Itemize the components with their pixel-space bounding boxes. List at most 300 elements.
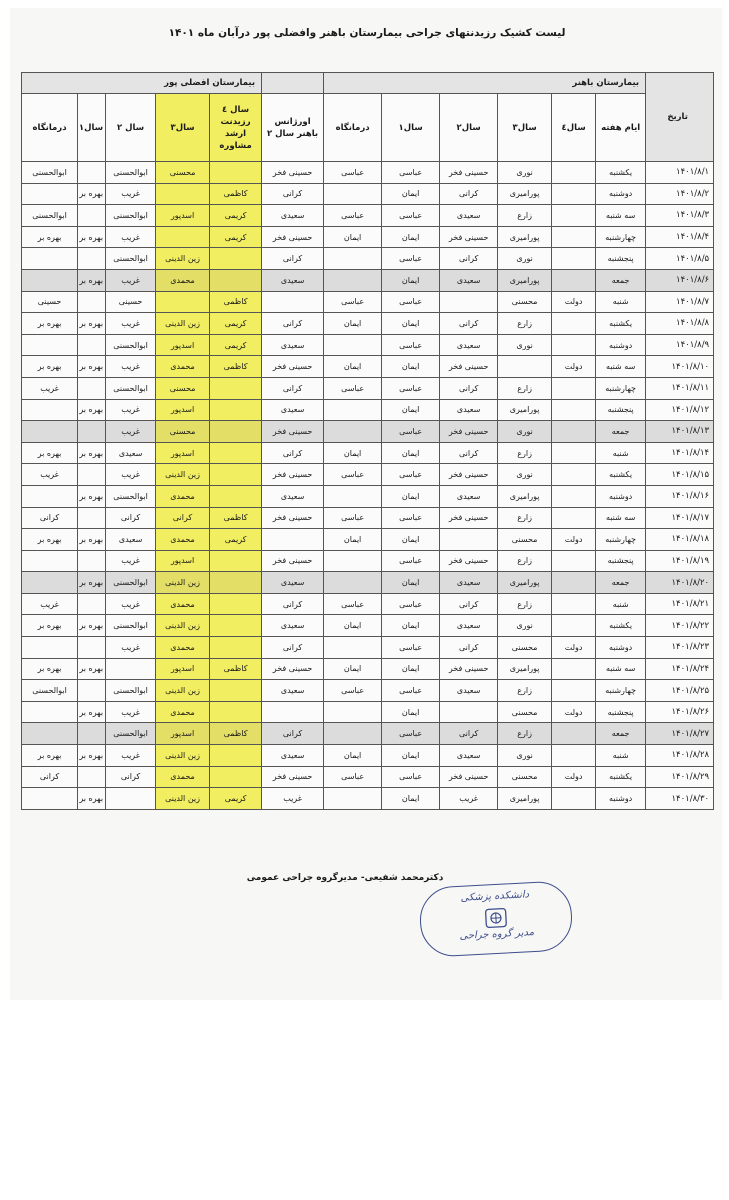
- a-clinic-cell: [22, 399, 78, 421]
- emergency-cell: کرانی: [262, 723, 324, 745]
- weekday-cell: چهارشنبه: [596, 680, 646, 702]
- a-year3-cell: محسنی: [156, 377, 210, 399]
- a-year1-cell: [78, 550, 106, 572]
- b-clinic-cell: عباسی: [324, 291, 382, 313]
- b-year4-cell: [552, 550, 596, 572]
- b-year1-cell: عباسی: [382, 723, 440, 745]
- a-year3-cell: محمدی: [156, 701, 210, 723]
- b-year2-cell: کرانی: [440, 377, 498, 399]
- weekday-cell: جمعه: [596, 572, 646, 594]
- group-bahonar: بیمارستان باهنر: [324, 73, 646, 94]
- a-year2-cell: ابوالحسنی: [106, 205, 156, 227]
- table-row: [22, 593, 714, 615]
- b-year3-cell: زارع: [498, 550, 552, 572]
- b-year4-cell: دولت: [552, 766, 596, 788]
- a-year1-cell: [78, 205, 106, 227]
- date-cell: ۱۴۰۱/۸/۶: [646, 269, 714, 291]
- b-clinic-cell: ایمان: [324, 442, 382, 464]
- b-clinic-cell: ایمان: [324, 226, 382, 248]
- date-cell: ۱۴۰۱/۸/۸: [646, 313, 714, 335]
- b-year2-cell: کرانی: [440, 313, 498, 335]
- a-year2-cell: [106, 658, 156, 680]
- b-year1-cell: عباسی: [382, 680, 440, 702]
- a-year1-cell: بهره بر: [78, 658, 106, 680]
- a-year2-cell: ابوالحسنی: [106, 615, 156, 637]
- col-emergency: اورژانس باهنر سال ٢: [262, 94, 324, 162]
- b-year2-cell: حسینی فخر: [440, 507, 498, 529]
- emergency-cell: سعیدی: [262, 205, 324, 227]
- a-year3-cell: محمدی: [156, 485, 210, 507]
- b-year4-cell: [552, 615, 596, 637]
- table-row: [22, 162, 714, 184]
- b-year3-cell: زارع: [498, 507, 552, 529]
- table-row: [22, 723, 714, 745]
- a-clinic-cell: بهره بر: [22, 745, 78, 767]
- b-year3-cell: زارع: [498, 205, 552, 227]
- a-year4-cell: [210, 637, 262, 659]
- date-cell: ۱۴۰۱/۸/۱۹: [646, 550, 714, 572]
- a-clinic-cell: بهره بر: [22, 658, 78, 680]
- table-row: [22, 637, 714, 659]
- table-row: [22, 377, 714, 399]
- emergency-cell: سعیدی: [262, 485, 324, 507]
- a-year4-cell: کاظمی: [210, 658, 262, 680]
- b-clinic-cell: ایمان: [324, 313, 382, 335]
- a-year2-cell: ابوالحسنی: [106, 334, 156, 356]
- a-year1-cell: بهره بر: [78, 529, 106, 551]
- b-clinic-cell: [324, 421, 382, 443]
- weekday-cell: سه شنبه: [596, 356, 646, 378]
- b-year1-cell: عباسی: [382, 464, 440, 486]
- a-year2-cell: ابوالحسنی: [106, 377, 156, 399]
- a-year4-cell: [210, 162, 262, 184]
- a-year2-cell: غریب: [106, 313, 156, 335]
- a-year4-cell: [210, 485, 262, 507]
- a-year4-cell: [210, 550, 262, 572]
- table-row: [22, 334, 714, 356]
- b-year2-cell: حسینی فخر: [440, 658, 498, 680]
- a-year4-cell: کریمی: [210, 788, 262, 810]
- stamp-bottom-text: مدیر گروه جراحی: [459, 927, 535, 942]
- date-cell: ۱۴۰۱/۸/۹: [646, 334, 714, 356]
- a-year4-cell: [210, 377, 262, 399]
- a-clinic-cell: کرانی: [22, 507, 78, 529]
- b-year2-cell: سعیدی: [440, 745, 498, 767]
- b-clinic-cell: [324, 723, 382, 745]
- b-year3-cell: پورامیری: [498, 269, 552, 291]
- b-year3-cell: پورامیری: [498, 183, 552, 205]
- weekday-cell: سه شنبه: [596, 205, 646, 227]
- a-year2-cell: غریب: [106, 550, 156, 572]
- col-date: تاریخ: [646, 73, 714, 162]
- a-clinic-cell: [22, 183, 78, 205]
- b-year2-cell: [440, 529, 498, 551]
- a-clinic-cell: ابوالحسنی: [22, 205, 78, 227]
- a-year4-cell: کاظمی: [210, 183, 262, 205]
- emergency-cell: کرانی: [262, 593, 324, 615]
- b-clinic-cell: ایمان: [324, 615, 382, 637]
- a-year3-cell: محمدی: [156, 637, 210, 659]
- weekday-cell: چهارشنبه: [596, 377, 646, 399]
- table-row: [22, 658, 714, 680]
- col-weekday: ایام هفته: [596, 94, 646, 162]
- b-year3-cell: پورامیری: [498, 399, 552, 421]
- b-year4-cell: دولت: [552, 529, 596, 551]
- b-year1-cell: ایمان: [382, 226, 440, 248]
- a-year3-cell: [156, 226, 210, 248]
- date-cell: ۱۴۰۱/۸/۱۷: [646, 507, 714, 529]
- a-year2-cell: ابوالحسنی: [106, 162, 156, 184]
- table-row: [22, 356, 714, 378]
- a-year3-cell: زین الدینی: [156, 248, 210, 270]
- a-year2-cell: غریب: [106, 226, 156, 248]
- b-clinic-cell: [324, 485, 382, 507]
- a-year2-cell: ابوالحسنی: [106, 485, 156, 507]
- a-year2-cell: غریب: [106, 421, 156, 443]
- weekday-cell: یکشنبه: [596, 766, 646, 788]
- a-year4-cell: کاظمی: [210, 507, 262, 529]
- a-year4-cell: کاظمی: [210, 723, 262, 745]
- a-year1-cell: بهره بر: [78, 356, 106, 378]
- emergency-cell: کرانی: [262, 313, 324, 335]
- b-year2-cell: سعیدی: [440, 205, 498, 227]
- group-afzalipour: بیمارستان افضلی پور: [22, 73, 262, 94]
- b-year1-cell: عباسی: [382, 248, 440, 270]
- a-year3-cell: محسنی: [156, 421, 210, 443]
- emergency-cell: کرانی: [262, 442, 324, 464]
- date-cell: ۱۴۰۱/۸/۱۱: [646, 377, 714, 399]
- emergency-cell: حسینی فخر: [262, 658, 324, 680]
- b-year1-cell: عباسی: [382, 205, 440, 227]
- a-clinic-cell: [22, 269, 78, 291]
- a-clinic-cell: [22, 701, 78, 723]
- a-year4-cell: [210, 593, 262, 615]
- a-year2-cell: غریب: [106, 399, 156, 421]
- b-year1-cell: عباسی: [382, 421, 440, 443]
- emergency-cell: حسینی فخر: [262, 162, 324, 184]
- b-year2-cell: حسینی فخر: [440, 421, 498, 443]
- b-year3-cell: نوری: [498, 334, 552, 356]
- date-cell: ۱۴۰۱/۸/۱۰: [646, 356, 714, 378]
- a-year4-cell: [210, 464, 262, 486]
- b-year3-cell: نوری: [498, 745, 552, 767]
- weekday-cell: دوشنبه: [596, 485, 646, 507]
- b-year3-cell: زارع: [498, 593, 552, 615]
- b-year3-cell: زارع: [498, 680, 552, 702]
- b-clinic-cell: عباسی: [324, 507, 382, 529]
- date-cell: ۱۴۰۱/۸/۲۰: [646, 572, 714, 594]
- a-year3-cell: اسدپور: [156, 334, 210, 356]
- a-year2-cell: [106, 788, 156, 810]
- weekday-cell: پنجشنبه: [596, 399, 646, 421]
- b-year2-cell: سعیدی: [440, 334, 498, 356]
- date-cell: ۱۴۰۱/۸/۱۲: [646, 399, 714, 421]
- b-year3-cell: پورامیری: [498, 658, 552, 680]
- a-year4-cell: کریمی: [210, 226, 262, 248]
- a-year1-cell: بهره بر: [78, 226, 106, 248]
- b-year3-cell: نوری: [498, 162, 552, 184]
- a-year3-cell: کرانی: [156, 507, 210, 529]
- table-row: [22, 529, 714, 551]
- b-year3-cell: پورامیری: [498, 485, 552, 507]
- a-year3-cell: محمدی: [156, 356, 210, 378]
- b-year4-cell: [552, 377, 596, 399]
- a-year1-cell: بهره بر: [78, 442, 106, 464]
- a-clinic-cell: [22, 334, 78, 356]
- weekday-cell: یکشنبه: [596, 464, 646, 486]
- b-clinic-cell: عباسی: [324, 766, 382, 788]
- col-b-year1: سال١: [382, 94, 440, 162]
- a-year3-cell: محمدی: [156, 529, 210, 551]
- b-year4-cell: [552, 507, 596, 529]
- b-year2-cell: کرانی: [440, 593, 498, 615]
- table-row: [22, 507, 714, 529]
- b-year2-cell: کرانی: [440, 248, 498, 270]
- a-year1-cell: بهره بر: [78, 788, 106, 810]
- b-year3-cell: زارع: [498, 442, 552, 464]
- weekday-cell: شنبه: [596, 593, 646, 615]
- a-year4-cell: کاظمی: [210, 291, 262, 313]
- b-clinic-cell: عباسی: [324, 377, 382, 399]
- date-cell: ۱۴۰۱/۸/۴: [646, 226, 714, 248]
- b-year1-cell: ایمان: [382, 701, 440, 723]
- weekday-cell: پنجشنبه: [596, 248, 646, 270]
- a-year3-cell: محمدی: [156, 593, 210, 615]
- b-year3-cell: زارع: [498, 377, 552, 399]
- a-year3-cell: [156, 183, 210, 205]
- a-year2-cell: غریب: [106, 356, 156, 378]
- a-year2-cell: ابوالحسنی: [106, 248, 156, 270]
- b-year1-cell: ایمان: [382, 356, 440, 378]
- b-year4-cell: [552, 226, 596, 248]
- a-clinic-cell: غریب: [22, 464, 78, 486]
- weekday-cell: یکشنبه: [596, 313, 646, 335]
- a-clinic-cell: حسینی: [22, 291, 78, 313]
- weekday-cell: جمعه: [596, 421, 646, 443]
- date-cell: ۱۴۰۱/۸/۲۱: [646, 593, 714, 615]
- weekday-cell: چهارشنبه: [596, 529, 646, 551]
- b-year4-cell: [552, 421, 596, 443]
- b-year4-cell: [552, 399, 596, 421]
- a-year2-cell: سعیدی: [106, 442, 156, 464]
- b-year3-cell: پورامیری: [498, 572, 552, 594]
- emergency-cell: کرانی: [262, 637, 324, 659]
- b-year2-cell: [440, 701, 498, 723]
- b-year1-cell: ایمان: [382, 788, 440, 810]
- table-row: [22, 291, 714, 313]
- a-year2-cell: کرانی: [106, 507, 156, 529]
- table-row: [22, 550, 714, 572]
- a-clinic-cell: بهره بر: [22, 356, 78, 378]
- weekday-cell: یکشنبه: [596, 162, 646, 184]
- date-cell: ۱۴۰۱/۸/۷: [646, 291, 714, 313]
- b-year2-cell: [440, 291, 498, 313]
- b-clinic-cell: [324, 269, 382, 291]
- a-clinic-cell: [22, 550, 78, 572]
- table-row: [22, 269, 714, 291]
- b-year4-cell: [552, 442, 596, 464]
- a-year1-cell: بهره بر: [78, 745, 106, 767]
- b-year3-cell: زارع: [498, 313, 552, 335]
- table-row: [22, 442, 714, 464]
- date-cell: ۱۴۰۱/۸/۱۶: [646, 485, 714, 507]
- a-year4-cell: کریمی: [210, 529, 262, 551]
- emergency-cell: حسینی فخر: [262, 356, 324, 378]
- a-year3-cell: محمدی: [156, 766, 210, 788]
- b-year4-cell: [552, 680, 596, 702]
- b-year3-cell: محسنی: [498, 529, 552, 551]
- b-clinic-cell: [324, 248, 382, 270]
- date-cell: ۱۴۰۱/۸/۱۵: [646, 464, 714, 486]
- b-year4-cell: [552, 464, 596, 486]
- a-year2-cell: غریب: [106, 637, 156, 659]
- b-year2-cell: حسینی فخر: [440, 162, 498, 184]
- emergency-cell: سعیدی: [262, 745, 324, 767]
- a-year1-cell: [78, 334, 106, 356]
- a-year3-cell: اسدپور: [156, 658, 210, 680]
- weekday-cell: پنجشنبه: [596, 701, 646, 723]
- weekday-cell: جمعه: [596, 723, 646, 745]
- university-emblem-icon: [483, 906, 508, 929]
- col-a-year3: سال٣: [156, 94, 210, 162]
- b-year1-cell: ایمان: [382, 745, 440, 767]
- b-year1-cell: عباسی: [382, 550, 440, 572]
- a-year1-cell: [78, 680, 106, 702]
- b-clinic-cell: [324, 183, 382, 205]
- emergency-cell: [262, 291, 324, 313]
- document-title: لیست کشیک رزیدنتهای جراحی بیمارستان باهنر وافضلی پور درآبان ماه ۱۴۰۱: [168, 27, 566, 39]
- a-year3-cell: زین الدینی: [156, 313, 210, 335]
- emergency-cell: غریب: [262, 788, 324, 810]
- table-row: [22, 788, 714, 810]
- b-clinic-cell: عباسی: [324, 464, 382, 486]
- a-year3-cell: زین الدینی: [156, 745, 210, 767]
- b-year3-cell: نوری: [498, 615, 552, 637]
- a-year4-cell: [210, 248, 262, 270]
- weekday-cell: شنبه: [596, 745, 646, 767]
- a-clinic-cell: کرانی: [22, 766, 78, 788]
- a-year3-cell: زین الدینی: [156, 464, 210, 486]
- date-cell: ۱۴۰۱/۸/۲۹: [646, 766, 714, 788]
- b-year2-cell: سعیدی: [440, 269, 498, 291]
- b-year1-cell: ایمان: [382, 572, 440, 594]
- a-year2-cell: غریب: [106, 183, 156, 205]
- b-year1-cell: ایمان: [382, 183, 440, 205]
- b-year4-cell: [552, 593, 596, 615]
- emergency-cell: حسینی فخر: [262, 464, 324, 486]
- table-row: [22, 226, 714, 248]
- a-year3-cell: اسدپور: [156, 723, 210, 745]
- table-row: [22, 421, 714, 443]
- b-year1-cell: عباسی: [382, 766, 440, 788]
- date-cell: ۱۴۰۱/۸/۲۶: [646, 701, 714, 723]
- weekday-cell: دوشنبه: [596, 334, 646, 356]
- date-cell: ۱۴۰۱/۸/۲۵: [646, 680, 714, 702]
- b-year4-cell: دولت: [552, 356, 596, 378]
- a-clinic-cell: [22, 248, 78, 270]
- department-stamp: [418, 880, 573, 958]
- emergency-cell: حسینی فخر: [262, 507, 324, 529]
- b-year4-cell: دولت: [552, 701, 596, 723]
- a-clinic-cell: بهره بر: [22, 226, 78, 248]
- emergency-cell: کرانی: [262, 248, 324, 270]
- b-year3-cell: پورامیری: [498, 226, 552, 248]
- emergency-cell: حسینی فخر: [262, 421, 324, 443]
- weekday-cell: شنبه: [596, 442, 646, 464]
- b-year1-cell: عباسی: [382, 637, 440, 659]
- date-cell: ۱۴۰۱/۸/۲: [646, 183, 714, 205]
- col-b-year3: سال٣: [498, 94, 552, 162]
- b-clinic-cell: ایمان: [324, 529, 382, 551]
- table-row: [22, 701, 714, 723]
- b-year4-cell: [552, 313, 596, 335]
- date-cell: ۱۴۰۱/۸/۵: [646, 248, 714, 270]
- b-year2-cell: حسینی فخر: [440, 464, 498, 486]
- a-year4-cell: کریمی: [210, 313, 262, 335]
- a-year2-cell: حسینی: [106, 291, 156, 313]
- b-year4-cell: [552, 788, 596, 810]
- emergency-cell: سعیدی: [262, 269, 324, 291]
- a-year3-cell: اسدپور: [156, 399, 210, 421]
- a-clinic-cell: [22, 788, 78, 810]
- col-b-year4: سال٤: [552, 94, 596, 162]
- a-year4-cell: [210, 269, 262, 291]
- a-year2-cell: سعیدی: [106, 529, 156, 551]
- b-year2-cell: کرانی: [440, 723, 498, 745]
- a-year4-cell: [210, 701, 262, 723]
- table-row: [22, 399, 714, 421]
- a-year2-cell: ابوالحسنی: [106, 723, 156, 745]
- b-year4-cell: [552, 269, 596, 291]
- a-clinic-cell: [22, 421, 78, 443]
- emergency-cell: حسینی فخر: [262, 550, 324, 572]
- a-year1-cell: [78, 377, 106, 399]
- a-year2-cell: ابوالحسنی: [106, 572, 156, 594]
- a-year2-cell: غریب: [106, 593, 156, 615]
- weekday-cell: جمعه: [596, 269, 646, 291]
- b-clinic-cell: [324, 637, 382, 659]
- a-year1-cell: [78, 593, 106, 615]
- emergency-cell: سعیدی: [262, 680, 324, 702]
- a-year1-cell: [78, 637, 106, 659]
- date-cell: ۱۴۰۱/۸/۱۸: [646, 529, 714, 551]
- b-year2-cell: حسینی فخر: [440, 356, 498, 378]
- b-year4-cell: [552, 334, 596, 356]
- b-clinic-cell: [324, 701, 382, 723]
- b-year4-cell: [552, 205, 596, 227]
- a-year3-cell: محمدی: [156, 269, 210, 291]
- a-year3-cell: اسدپور: [156, 205, 210, 227]
- a-year2-cell: غریب: [106, 745, 156, 767]
- signature-line: دکترمحمد شفیعی- مدیرگروه جراحی عمومی: [246, 873, 444, 883]
- date-cell: ۱۴۰۱/۸/۳: [646, 205, 714, 227]
- b-clinic-cell: عباسی: [324, 162, 382, 184]
- b-year1-cell: عباسی: [382, 334, 440, 356]
- emergency-cell: حسینی فخر: [262, 226, 324, 248]
- b-year3-cell: [498, 356, 552, 378]
- date-cell: ۱۴۰۱/۸/۱: [646, 162, 714, 184]
- b-clinic-cell: [324, 572, 382, 594]
- b-year1-cell: عباسی: [382, 377, 440, 399]
- b-year1-cell: عباسی: [382, 593, 440, 615]
- date-cell: ۱۴۰۱/۸/۲۴: [646, 658, 714, 680]
- a-year3-cell: زین الدینی: [156, 572, 210, 594]
- date-cell: ۱۴۰۱/۸/۲۳: [646, 637, 714, 659]
- b-year4-cell: [552, 485, 596, 507]
- a-year3-cell: [156, 291, 210, 313]
- b-year3-cell: محسنی: [498, 291, 552, 313]
- a-year4-cell: کریمی: [210, 205, 262, 227]
